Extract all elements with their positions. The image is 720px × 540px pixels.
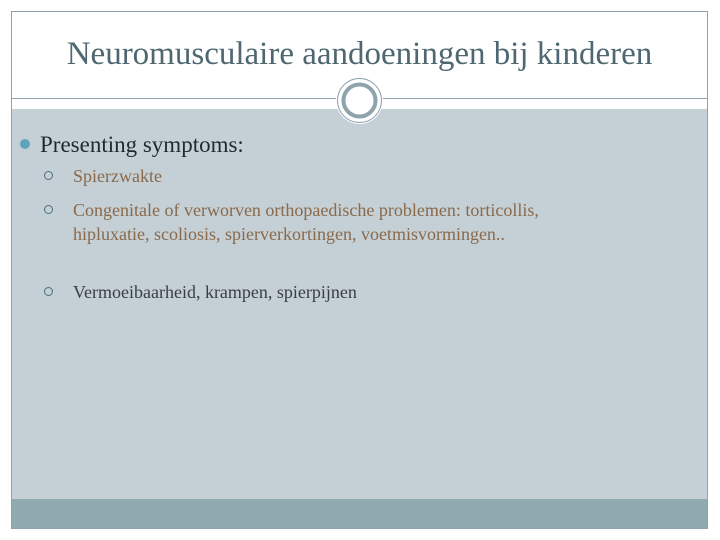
heading-presenting-symptoms	[20, 132, 244, 158]
slide-title: Neuromusculaire aandoeningen bij kinderen	[66, 36, 653, 72]
bullet-dot-icon	[20, 139, 30, 149]
list-item-text: Vermoeibaarheid, krampen, spierpijnen	[73, 282, 357, 302]
list-item	[44, 164, 604, 188]
heading-text: Presenting symptoms:	[40, 132, 244, 157]
circle-bullet-icon	[44, 205, 53, 214]
list-item	[44, 198, 604, 246]
footer-bar	[12, 499, 707, 529]
list-item	[44, 280, 604, 304]
circle-bullet-icon	[44, 171, 53, 180]
list-item-text: Congenitale of verworven orthopaedische problemen: torticollis, hipluxatie, scoliosis, spierverkortingen, voetmisvormingen..	[73, 200, 539, 244]
circle-bullet-icon	[44, 287, 53, 296]
circle-ornament-icon	[336, 77, 383, 124]
slide	[11, 11, 708, 529]
list-item-text: Spierzwakte	[73, 166, 162, 186]
